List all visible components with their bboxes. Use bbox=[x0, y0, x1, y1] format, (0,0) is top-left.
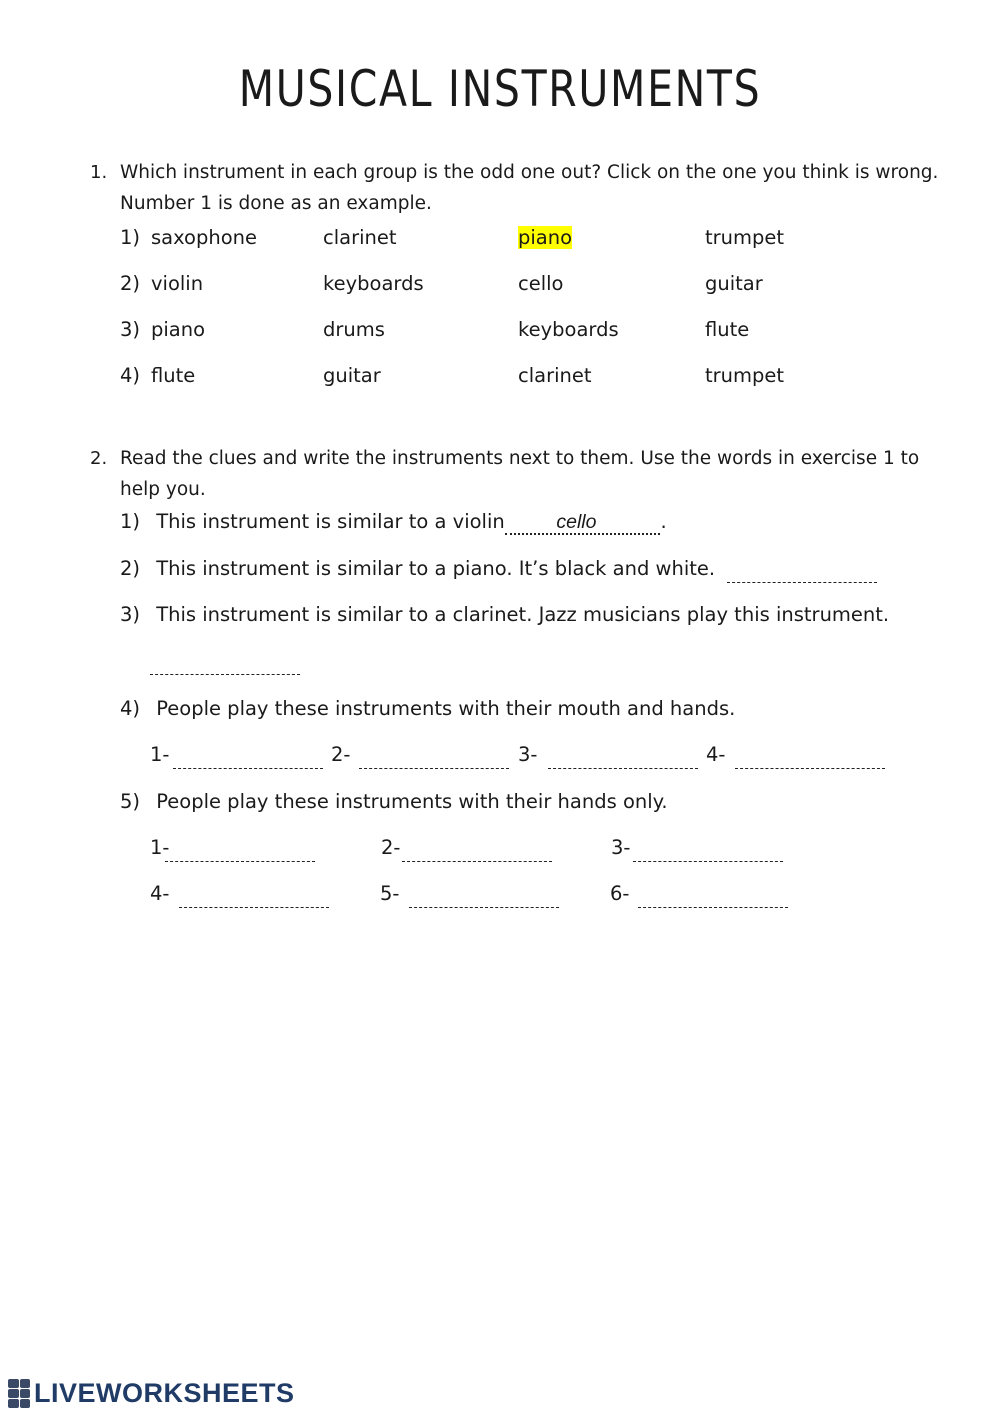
example-answer bbox=[505, 510, 661, 535]
clue-text: People play these instruments with their mouth and hands. bbox=[156, 697, 736, 720]
page-title: MUSICAL INSTRUMENTS bbox=[238, 60, 762, 118]
choice-keyboards[interactable]: keyboards bbox=[518, 318, 619, 341]
answer-field-5-5[interactable] bbox=[409, 885, 559, 908]
choice-guitar[interactable]: guitar bbox=[705, 272, 763, 295]
choice-clarinet[interactable]: clarinet bbox=[323, 226, 397, 249]
clue-text: This instrument is similar to a violin bbox=[156, 510, 505, 533]
question-2-number: 2. bbox=[90, 448, 108, 469]
choice-guitar[interactable]: guitar bbox=[323, 364, 381, 387]
row-number: 2) bbox=[120, 272, 141, 295]
answer-field-3[interactable] bbox=[150, 652, 300, 675]
clue-number: 4) bbox=[120, 697, 141, 720]
answer-field-5-4[interactable] bbox=[179, 885, 329, 908]
question-2-text: Read the clues and write the instruments next to them. Use the words in exercise 1 to help you. bbox=[120, 448, 920, 500]
choice-trumpet[interactable]: trumpet bbox=[705, 364, 785, 387]
answer-label-4-2: 2- bbox=[331, 743, 351, 766]
clue-1 bbox=[120, 510, 667, 534]
clue-number: 1) bbox=[120, 510, 141, 533]
row-number: 3) bbox=[120, 318, 141, 341]
answer-field-5-6[interactable] bbox=[638, 885, 788, 908]
clue-4 bbox=[120, 697, 735, 720]
row-number: 1) bbox=[120, 226, 141, 249]
answer-label-4-1: 1- bbox=[150, 743, 170, 766]
choice-drums[interactable]: drums bbox=[323, 318, 385, 341]
clue-number: 3) bbox=[120, 603, 141, 626]
q1-row-4 bbox=[0, 364, 1000, 394]
question-1-text: Which instrument in each group is the odd one out? Click on the one you think is wrong. Number 1 is done as an example. bbox=[120, 162, 939, 214]
choice-saxophone[interactable]: saxophone bbox=[151, 226, 258, 249]
row-number: 4) bbox=[120, 364, 141, 387]
choice-piano[interactable]: piano bbox=[151, 318, 206, 341]
choice-keyboards[interactable]: keyboards bbox=[323, 272, 424, 295]
clue-5 bbox=[120, 790, 668, 813]
answer-field-4-3[interactable] bbox=[548, 746, 698, 769]
answer-field-4-1[interactable] bbox=[173, 746, 323, 769]
answer-field-5-1[interactable] bbox=[165, 839, 315, 862]
answer-label-5-3: 3- bbox=[611, 836, 631, 859]
example-answer-text: cello bbox=[556, 511, 597, 533]
choice-flute[interactable]: flute bbox=[705, 318, 750, 341]
answer-field-5-3[interactable] bbox=[633, 839, 783, 862]
q1-row-1 bbox=[0, 226, 1000, 256]
answer-field-2[interactable] bbox=[727, 560, 877, 583]
question-1-number: 1. bbox=[90, 162, 108, 183]
liveworksheets-logo-icon bbox=[8, 1379, 30, 1409]
answer-field-4-4[interactable] bbox=[735, 746, 885, 769]
choice-piano-selected[interactable]: piano bbox=[518, 226, 573, 249]
clue-number: 5) bbox=[120, 790, 141, 813]
answer-label-5-4: 4- bbox=[150, 882, 170, 905]
clue-text: People play these instruments with their hands only. bbox=[156, 790, 668, 813]
clue-text: This instrument is similar to a piano. It’s black and white. bbox=[156, 557, 716, 580]
answer-label-4-3: 3- bbox=[518, 743, 538, 766]
choice-clarinet[interactable]: clarinet bbox=[518, 364, 592, 387]
answer-field-4-2[interactable] bbox=[359, 746, 509, 769]
answer-label-4-4: 4- bbox=[706, 743, 726, 766]
brand-name: LIVEWORKSHEETS bbox=[34, 1378, 295, 1408]
choice-cello[interactable]: cello bbox=[518, 272, 564, 295]
answer-field-5-2[interactable] bbox=[402, 839, 552, 862]
clue-2 bbox=[120, 557, 715, 580]
answer-label-5-2: 2- bbox=[381, 836, 401, 859]
clue-3 bbox=[120, 603, 889, 626]
clue-number: 2) bbox=[120, 557, 141, 580]
choice-violin[interactable]: violin bbox=[151, 272, 204, 295]
answer-label-5-1: 1- bbox=[150, 836, 170, 859]
answer-label-5-6: 6- bbox=[610, 882, 630, 905]
q1-row-2 bbox=[0, 272, 1000, 302]
footer-logo bbox=[8, 1378, 295, 1409]
q1-row-3 bbox=[0, 318, 1000, 348]
choice-trumpet[interactable]: trumpet bbox=[705, 226, 785, 249]
clue-text: This instrument is similar to a clarinet. Jazz musicians play this instrument. bbox=[156, 603, 890, 626]
clue-end: . bbox=[660, 510, 667, 533]
choice-flute[interactable]: flute bbox=[151, 364, 196, 387]
answer-label-5-5: 5- bbox=[380, 882, 400, 905]
